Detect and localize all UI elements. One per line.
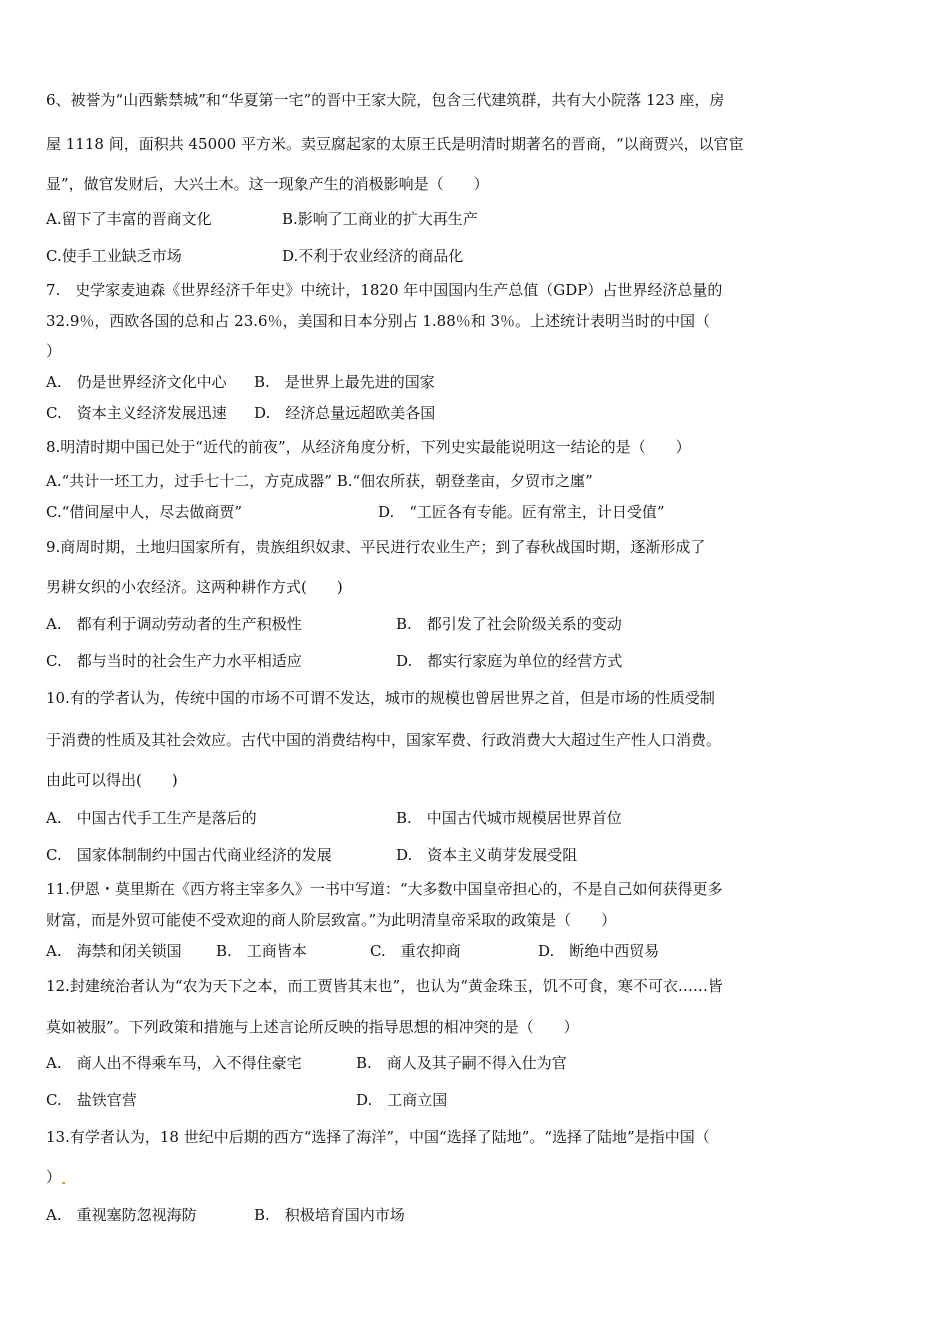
- q12-option-b: B. 商人及其子嗣不得入仕为官: [356, 1054, 567, 1072]
- q7-option-c: C. 资本主义经济发展迅速: [46, 404, 227, 422]
- q9-stem-line-2: 男耕女织的小农经济。这两种耕作方式( ): [46, 578, 343, 596]
- q6-option-b: B.影响了工商业的扩大再生产: [282, 210, 478, 228]
- q11-stem-line-2: 财富，而是外贸可能使不受欢迎的商人阶层致富。”为此明清皇帝采取的政策是（ ）: [46, 911, 617, 929]
- q9-option-a: A. 都有利于调动劳动者的生产积极性: [46, 615, 302, 633]
- q8-option-d: D. “工匠各有专能。匠有常主，计日受值”: [378, 503, 665, 521]
- q10-option-b: B. 中国古代城市规模居世界首位: [396, 809, 622, 827]
- q10-option-a: A. 中国古代手工生产是落后的: [46, 809, 257, 827]
- q13-stem-line-1: 13.有学者认为，18 世纪中后期的西方“选择了海洋”，中国“选择了陆地”。“选择了陆地”是指中国（: [46, 1128, 710, 1146]
- q6-stem-line-2: 屋 1118 间，面积共 45000 平方米。卖豆腐起家的太原王氏是明清时期著名的晋商，“以商贾兴，以官宦: [46, 135, 744, 153]
- q9-option-c: C. 都与当时的社会生产力水平相适应: [46, 652, 302, 670]
- q6-stem-line-3: 显”，做官发财后，大兴土木。这一现象产生的消极影响是（ ）: [46, 175, 489, 193]
- q10-stem-line-1: 10.有的学者认为，传统中国的市场不可谓不发达，城市的规模也曾居世界之首，但是市场的性质受制: [46, 689, 715, 707]
- q8-stem-line-1: 8.明清时期中国已处于“近代的前夜”，从经济角度分析，下列史实最能说明这一结论的是（ ）: [46, 438, 691, 456]
- q7-stem-line-3: ）: [46, 342, 62, 360]
- q13-option-b: B. 积极培育国内市场: [254, 1206, 405, 1224]
- q8-option-c: C.“借间屋中人，尽去做商贾”: [46, 503, 243, 521]
- q13-option-a: A. 重视塞防忽视海防: [46, 1206, 197, 1224]
- q12-stem-line-2: 莫如被服”。下列政策和措施与上述言论所反映的指导思想的相冲突的是（ ）: [46, 1018, 579, 1036]
- q10-option-c: C. 国家体制制约中国古代商业经济的发展: [46, 846, 332, 864]
- q13-stem-line-2: ）: [46, 1168, 62, 1186]
- q10-option-d: D. 资本主义萌芽发展受阻: [396, 846, 578, 864]
- q10-stem-line-3: 由此可以得出( ): [46, 771, 178, 789]
- q6-option-d: D.不利于农业经济的商品化: [282, 247, 464, 265]
- q11-option-b: B. 工商皆本: [216, 942, 307, 960]
- q7-option-a: A. 仍是世界经济文化中心: [46, 373, 227, 391]
- q7-stem-line-1: 7. 史学家麦迪森《世界经济千年史》中统计，1820 年中国国内生产总值（GDP）占世界经济总量的: [46, 281, 723, 299]
- q11-option-a: A. 海禁和闭关锁国: [46, 942, 182, 960]
- q11-stem-line-1: 11.伊恩・莫里斯在《西方将主宰多久》一书中写道：“大多数中国皇帝担心的，不是自己如何获得更多: [46, 880, 723, 898]
- q7-option-d: D. 经济总量远超欧美各国: [254, 404, 436, 422]
- q9-stem-line-1: 9.商周时期，土地归国家所有，贵族组织奴隶、平民进行农业生产；到了春秋战国时期，逐渐形成了: [46, 538, 706, 556]
- q11-option-c: C. 重农抑商: [370, 942, 461, 960]
- q7-stem-line-2: 32.9％，西欧各国的总和占 23.6％，美国和日本分别占 1.88％和 3％。上述统计表明当时的中国（: [46, 312, 711, 330]
- q10-stem-line-2: 于消费的性质及其社会效应。古代中国的消费结构中，国家军费、行政消费大大超过生产性人口消费。: [46, 731, 722, 749]
- stray-mark: [62, 1182, 65, 1184]
- q9-option-b: B. 都引发了社会阶级关系的变动: [396, 615, 622, 633]
- q12-stem-line-1: 12.封建统治者认为“农为天下之本，而工贾皆其末也”，也认为“黄金珠玉，饥不可食，寒不可衣……皆: [46, 977, 723, 995]
- q8-option-a-b: A.“共计一坯工力，过手七十二，方克成器” B.“佃农所获，朝登垄亩，夕贸市之廛”: [46, 472, 593, 490]
- q6-option-c: C.使手工业缺乏市场: [46, 247, 182, 265]
- q6-option-a: A.留下了丰富的晋商文化: [46, 210, 212, 228]
- q6-stem-line-1: 6、被誉为“山西紫禁城”和“华夏第一宅”的晋中王家大院，包含三代建筑群，共有大小院落 123 座，房: [46, 91, 725, 109]
- q12-option-d: D. 工商立国: [356, 1091, 448, 1109]
- q12-option-c: C. 盐铁官营: [46, 1091, 137, 1109]
- q7-option-b: B. 是世界上最先进的国家: [254, 373, 435, 391]
- q12-option-a: A. 商人出不得乘车马，入不得住豪宅: [46, 1054, 302, 1072]
- q9-option-d: D. 都实行家庭为单位的经营方式: [396, 652, 623, 670]
- q11-option-d: D. 断绝中西贸易: [538, 942, 660, 960]
